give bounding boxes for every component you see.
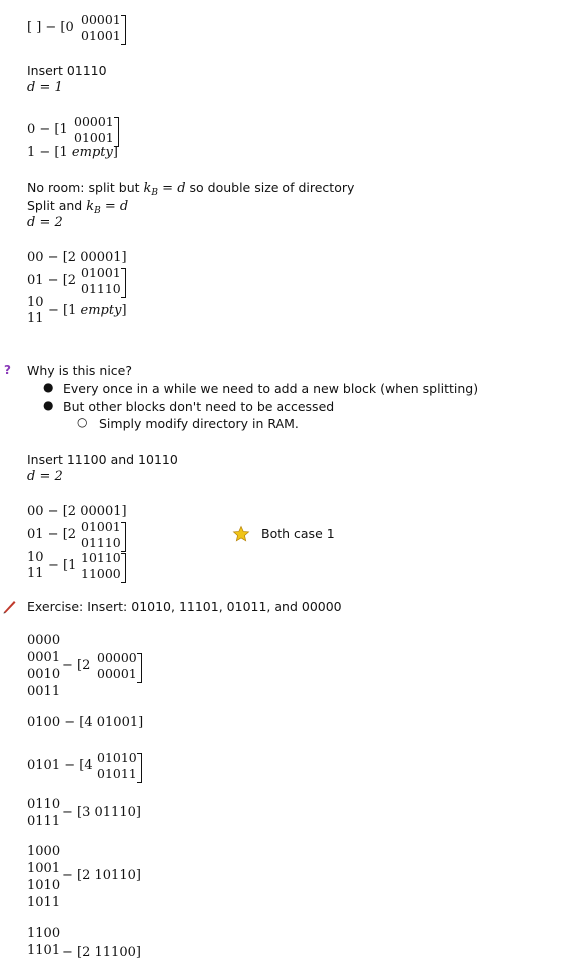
noroom-line2: [27, 198, 128, 216]
insert1-row1-label: 1 − [1: [27, 145, 68, 160]
ex-g5: − [2 10110]: [62, 868, 141, 883]
split-text: Split and: [27, 198, 83, 213]
nice-question: Why is this nice?: [27, 363, 132, 378]
bracket: [121, 15, 126, 45]
dir2-row00: 00 − [2 00001]: [27, 250, 127, 265]
dir2-row1x-keys: [27, 295, 44, 327]
dir-key: 0010: [27, 667, 61, 682]
bucket-entry: 10110: [94, 868, 136, 883]
kb-subscript: B: [151, 188, 159, 198]
kb-symbol: k: [143, 181, 152, 196]
ex-g4-keys: [27, 796, 60, 830]
insert2-row1x-label: − [1: [48, 558, 77, 573]
dir-key: 0100: [27, 715, 61, 730]
bucket-entry: 01001: [81, 519, 121, 534]
bucket-entry: 11100: [94, 945, 136, 960]
dir2-row1x: − [1 empty]: [48, 303, 127, 318]
both-case-note: Both case 1: [261, 526, 335, 541]
question-mark-icon: ?: [4, 363, 11, 377]
insert2-title: Insert 11100 and 10110: [27, 452, 178, 467]
bracket: [121, 522, 126, 552]
pen-icon: [2, 598, 18, 617]
dir-bucket-label: − [3: [62, 805, 91, 820]
dir-key: 0011: [27, 684, 61, 699]
kb-subscript: B: [94, 206, 101, 216]
bracket: [114, 117, 119, 147]
ex-g1-keys: [27, 632, 60, 700]
dir2-row01-bucket: [81, 265, 121, 297]
dir-key: 1101: [27, 943, 61, 958]
noroom-text: No room: split but: [27, 180, 140, 195]
dir-key: 1000: [27, 844, 61, 859]
bucket-entry: 01010: [97, 750, 137, 765]
dir-bucket-label: − [2: [62, 945, 91, 960]
dir-key: 00 − [2: [27, 250, 77, 265]
insert1-d: d = 1: [27, 80, 63, 95]
bucket-entry: 01110: [81, 281, 121, 296]
dir-bucket-label: − [4: [64, 758, 93, 773]
bracket: [121, 268, 126, 298]
nice-sub-bullet: Simply modify directory in RAM.: [99, 416, 299, 431]
bucket-entry: 00001: [80, 250, 122, 265]
bucket-entry: 00001: [80, 504, 122, 519]
bucket-entry: 11000: [81, 566, 121, 581]
ex-g5-keys: [27, 843, 60, 911]
insert1-row0-bucket: [74, 114, 114, 146]
ex-g3: [27, 758, 93, 773]
initial-bucket: [81, 12, 121, 44]
bucket-entry: 01001: [81, 265, 121, 280]
ex-g4: − [3 01110]: [62, 805, 141, 820]
dir-key: 00 − [2: [27, 504, 77, 519]
bullet-icon: ●: [43, 398, 54, 412]
bucket-entry: 00001: [74, 114, 114, 129]
bucket-entry: 10110: [81, 550, 121, 565]
insert1-title: Insert 01110: [27, 63, 107, 78]
kb-eq-d: = d: [162, 181, 186, 196]
dir-key: 0111: [27, 814, 61, 829]
bracket: [121, 553, 126, 583]
dir-key: 10: [27, 295, 44, 310]
dir-key: 1100: [27, 926, 61, 941]
dir2-row01-label: 01 − [2: [27, 273, 77, 288]
kb-eq-d: = d: [104, 199, 129, 214]
dir-bucket-label: − [4: [64, 715, 93, 730]
dir-bucket-label: − [1: [48, 303, 77, 318]
sub-bullet-icon: ○: [77, 415, 88, 429]
star-icon: [232, 525, 250, 546]
bucket-entry: 01110: [81, 535, 121, 550]
dir-key: 0101: [27, 758, 61, 773]
nice-bullet-1: Every once in a while we need to add a new block (when splitting): [63, 381, 479, 396]
noroom-tail: so double size of directory: [189, 180, 355, 195]
empty-bucket: empty: [71, 145, 113, 160]
bucket-entry: 00001: [81, 12, 121, 27]
initial-label: [ ] − [0: [27, 20, 74, 35]
insert2-row1x-keys: [27, 550, 44, 582]
nice-bullet-2: But other blocks don't need to be accessed: [63, 399, 335, 414]
insert2-row01-bucket: [81, 519, 121, 551]
insert1-row1: 1 − [1 empty]: [27, 145, 118, 160]
dir-key: 0001: [27, 650, 61, 665]
insert2-row01-label: 01 − [2: [27, 527, 77, 542]
empty-bucket: empty: [80, 303, 122, 318]
dir-key: 0000: [27, 633, 61, 648]
bullet-icon: ●: [43, 380, 54, 394]
ex-g3-bucket: [97, 750, 137, 782]
ex-g2: 0100 − [4 01001]: [27, 715, 144, 730]
ex-g1-label: − [2: [62, 658, 91, 673]
insert2-row00: 00 − [2 00001]: [27, 504, 127, 519]
dir-key: 10: [27, 550, 44, 565]
dir-key: 11: [27, 566, 44, 581]
ex-g6-keys: [27, 925, 60, 959]
bracket: [137, 753, 142, 783]
insert2-d: d = 2: [27, 469, 63, 484]
bucket-entry: 01110: [94, 805, 136, 820]
dir-key: 11: [27, 311, 44, 326]
insert1-row0-label: 0 − [1: [27, 122, 68, 137]
bracket: [137, 653, 142, 683]
bucket-entry: 01011: [97, 766, 137, 781]
ex-g1-bucket: [97, 650, 137, 682]
dir-key: 1001: [27, 861, 61, 876]
kb-symbol: k: [86, 199, 95, 214]
bucket-entry: 01001: [74, 130, 114, 145]
insert2-row1x-bucket: [81, 550, 121, 582]
bucket-entry: 00000: [97, 650, 137, 665]
bucket-entry: 01001: [96, 715, 139, 730]
noroom-line1: [27, 180, 354, 198]
dir-key: 1010: [27, 878, 61, 893]
bucket-entry: 00001: [97, 666, 137, 681]
initial-row: [27, 20, 74, 35]
ex-g6: − [2 11100]: [62, 945, 141, 960]
noroom-d: d = 2: [27, 215, 63, 230]
exercise-text: Exercise: Insert: 01010, 11101, 01011, and 00000: [27, 599, 342, 614]
dir-key: 1011: [27, 895, 61, 910]
dir-bucket-label: − [2: [62, 868, 91, 883]
dir-key: 0110: [27, 797, 61, 812]
bucket-entry: 01001: [81, 28, 121, 43]
